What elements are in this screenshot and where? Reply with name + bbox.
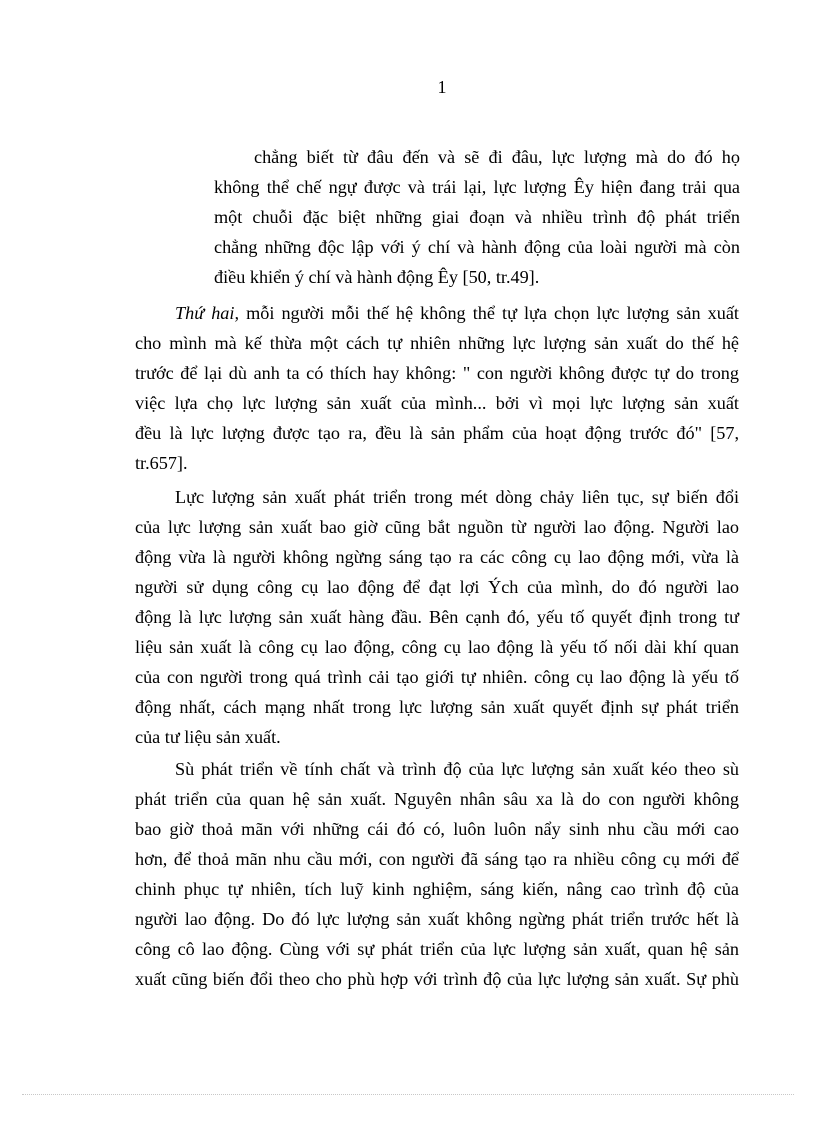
paragraph-line: trước để lại dù anh ta có thích hay không: " con người không được tự do trong (135, 363, 739, 383)
lead-rest: mỗi người mỗi thế hệ không thể tự lựa chọn lực lượng sản xuất (239, 303, 739, 323)
paragraph-line: người sử dụng công cụ lao động để đạt lợi Ých của mình, do đó người lao (135, 577, 739, 597)
quote-line: một chuỗi đặc biệt những giai đoạn và nhiều trình độ phát triển (214, 207, 740, 227)
paragraph-line: động vừa là người không ngừng sáng tạo ra các công cụ lao động mới, vừa là (135, 547, 739, 567)
paragraph-su-phat-trien (135, 754, 739, 994)
paragraph-line: Lực lượng sản xuất phát triển trong mét dòng chảy liên tục, sự biến đổi (175, 487, 739, 507)
italic-lead: Thứ hai, (175, 303, 239, 323)
paragraph-line: tr.657]. (135, 453, 188, 473)
paragraph-line: của tư liệu sản xuất. (135, 727, 281, 747)
paragraph-line: chinh phục tự nhiên, tích luỹ kinh nghiệm, sáng kiến, nâng cao trình độ của (135, 879, 739, 899)
block-quote (214, 142, 740, 292)
quote-line: không thể chế ngự được và trái lại, lực lượng Êy hiện đang trải qua (214, 177, 740, 197)
paragraph-line: phát triển của quan hệ sản xuất. Nguyên nhân sâu xa là do con người không (135, 789, 739, 809)
paragraph-line (135, 298, 739, 328)
paragraph-line: động là lực lượng sản xuất hàng đầu. Bên cạnh đó, yếu tố quyết định trong tư (135, 607, 739, 627)
paragraph-line: Sù phát triển về tính chất và trình độ của lực lượng sản xuất kéo theo sù (175, 759, 739, 779)
paragraph-line: việc lựa chọ lực lượng sản xuất của mình... bởi vì mọi lực lượng sản xuất (135, 393, 739, 413)
quote-line: chẳng biết từ đâu đến và sẽ đi đâu, lực lượng mà do đó họ (254, 147, 740, 167)
paragraph-line: của lực lượng sản xuất bao giờ cũng bắt nguồn từ người lao động. Người lao (135, 517, 739, 537)
paragraph-line: đều là lực lượng được tạo ra, đều là sản phẩm của hoạt động trước đó" [57, (135, 423, 739, 443)
paragraph-line: bao giờ thoả mãn với những cái đó có, luôn luôn nẩy sinh nhu cầu mới cao (135, 819, 739, 839)
paragraph-line: của con người trong quá trình cải tạo giới tự nhiên. công cụ lao động là yếu tố (135, 667, 739, 687)
paragraph-line: cho mình mà kế thừa một cách tự nhiên những lực lượng sản xuất do thế hệ (135, 333, 739, 353)
paragraph-line: công cô lao động. Cùng với sự phát triển của lực lượng sản xuất, quan hệ sản (135, 939, 739, 959)
paragraph-line: liệu sản xuất là công cụ lao động, công cụ lao động là yếu tố nối dài khí quan (135, 637, 739, 657)
paragraph-line: hơn, để thoả mãn nhu cầu mới, con người đã sáng tạo ra nhiều công cụ mới để (135, 849, 739, 869)
paragraph-thu-hai (135, 298, 739, 478)
page-number: 1 (437, 77, 447, 97)
paragraph-line: động nhất, cách mạng nhất trong lực lượng sản xuất quyết định sự phát triển (135, 697, 739, 717)
page-bottom-divider (22, 1094, 794, 1095)
quote-line: chẳng những độc lập với ý chí và hành động của loài người mà còn (214, 237, 740, 257)
paragraph-line: người lao động. Do đó lực lượng sản xuất không ngừng phát triển trước hết là (135, 909, 739, 929)
quote-line: điều khiển ý chí và hành động Êy [50, tr.49]. (214, 267, 540, 287)
paragraph-line: xuất cũng biến đổi theo cho phù hợp với trình độ của lực lượng sản xuất. Sự phù (135, 969, 739, 989)
paragraph-luc-luong (135, 482, 739, 752)
